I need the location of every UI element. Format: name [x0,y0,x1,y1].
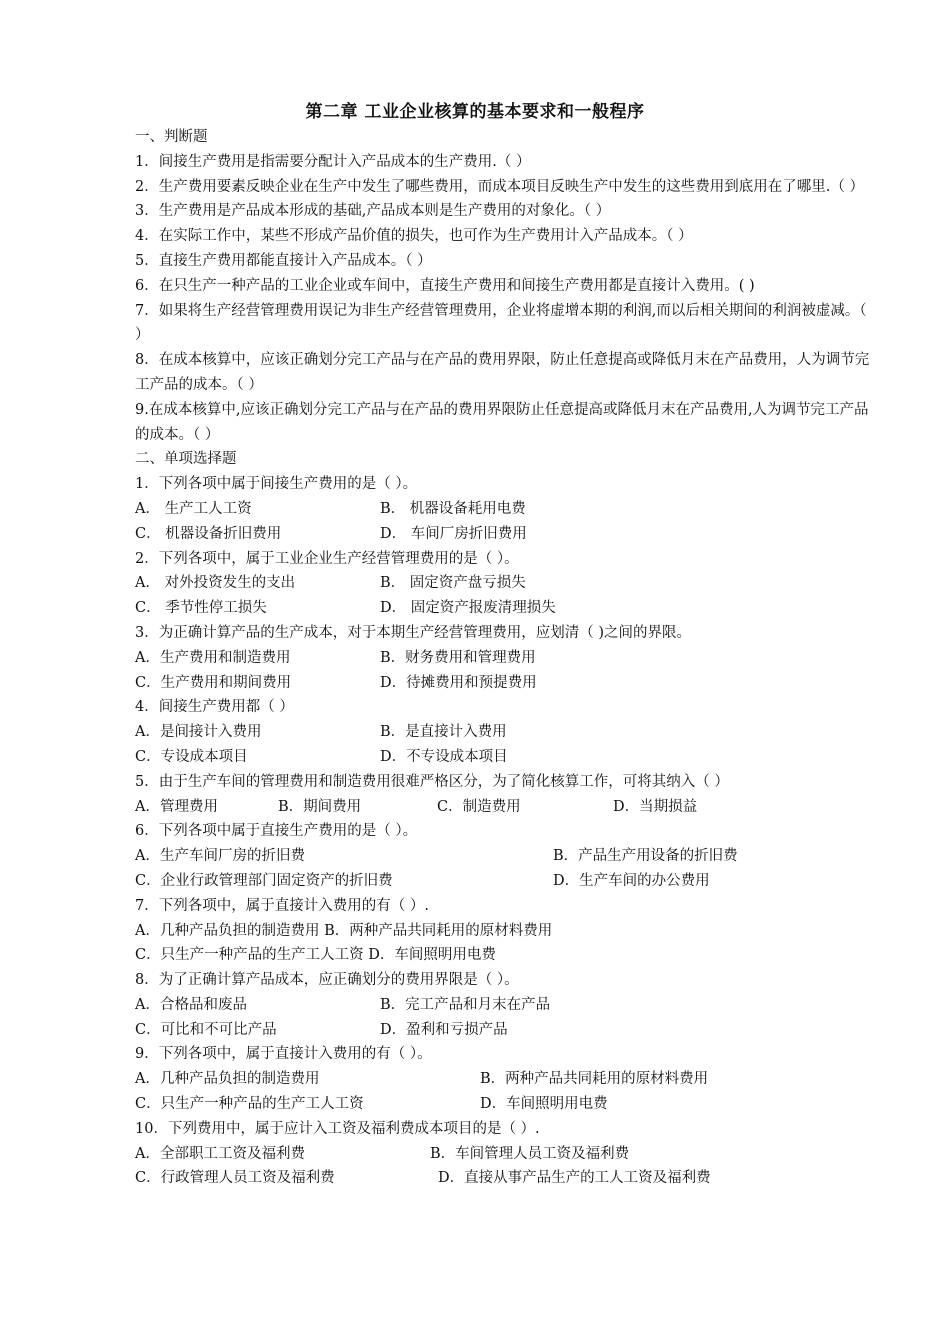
option-b: B．两种产品共同耗用的原材料费用 [480,1071,709,1088]
option-d: D．盈利和亏损产品 [380,1021,508,1038]
option-d: D． 车间厂房折旧费用 [380,525,527,542]
option-row [135,596,875,621]
judgment-item: 2．生产费用要素反映企业在生产中发生了哪些费用，而成本项目反映生产中发生的这些费用到底用在了哪里.（ ） [135,178,864,195]
question: 1．下列各项中属于间接生产费用的是（ ）。 [135,476,418,493]
option-d: D．不专设成本项目 [380,748,508,765]
option-a: A． 对外投资发生的支出 [135,575,296,592]
question: 6．下列各项中属于直接生产费用的是（ ）。 [135,823,418,840]
option-c: C．生产费用和期间费用 [135,674,292,691]
document-body [135,125,875,1191]
option-row [135,795,875,820]
option-b: B．期间费用 [278,798,362,815]
option-c: C．行政管理人员工资及福利费 [135,1170,335,1187]
option-b: B． 固定资产盘亏损失 [380,575,526,592]
question: 9．下列各项中，属于直接计入费用的有（ ）。 [135,1046,432,1063]
option-a: A．合格品和废品 [135,996,247,1013]
judgment-item: 5．直接生产费用都能直接计入产品成本。（ ） [135,252,432,269]
option-b: B．是直接计入费用 [380,724,507,741]
question: 2．下列各项中，属于工业企业生产经营管理费用的是（ ）。 [135,550,519,567]
question: 3．为正确计算产品的生产成本，对于本期生产经营管理费用，应划清（ )之间的界限。 [135,624,691,641]
judgment-item: 4．在实际工作中，某些不形成产品价值的损失，也可作为生产费用计入产品成本。（ ） [135,228,693,245]
option-b: B．完工产品和月末在产品 [380,996,551,1013]
option-row [135,522,875,547]
option-row [135,671,875,696]
option-d: D．车间照明用电费 [480,1096,608,1113]
judgment-item: 9.在成本核算中,应该正确划分完工产品与在产品的费用界限防止任意提高或降低月末在产品费用,人为调节完工产品的成本。（ ） [135,401,869,443]
option-d: D．直接从事产品生产的工人工资及福利费 [438,1170,711,1187]
option-row: C．只生产一种产品的生产工人工资 D．车间照明用电费 [135,947,496,964]
option-row [135,745,875,770]
option-a: A．是间接计入费用 [135,724,262,741]
option-row [135,1067,875,1092]
option-row: A．几种产品负担的制造费用 B．两种产品共同耗用的原材料费用 [135,922,553,939]
option-row [135,720,875,745]
option-b: B． 机器设备耗用电费 [380,500,526,517]
question: 7．下列各项中，属于直接计入费用的有（ ）. [135,897,429,914]
option-c: C． 机器设备折旧费用 [135,525,282,542]
option-a: A．几种产品负担的制造费用 [135,1071,320,1088]
option-b: B．财务费用和管理费用 [380,649,536,666]
option-a: A．全部职工工资及福利费 [135,1145,305,1162]
judgment-item: 1．间接生产费用是指需要分配计入产品成本的生产费用.（ ） [135,153,531,170]
option-row [135,844,875,869]
option-row [135,646,875,671]
option-row [135,1018,875,1043]
option-c: C．企业行政管理部门固定资产的折旧费 [135,872,393,889]
option-a: A．生产费用和制造费用 [135,649,291,666]
option-row [135,571,875,596]
option-a: A．管理费用 [135,798,218,815]
option-a: A． 生产工人工资 [135,500,252,517]
option-d: D．待摊费用和预提费用 [380,674,537,691]
section-heading: 一、判断题 [135,129,208,145]
judgment-item: 8．在成本核算中，应该正确划分完工产品与在产品的费用界限，防止任意提高或降低月末在产品费用，人为调节完工产品的成本。（ ） [135,352,870,393]
option-c: C．可比和不可比产品 [135,1021,277,1038]
option-row [135,1166,875,1191]
option-d: D．生产车间的办公费用 [553,872,710,889]
option-c: C．制造费用 [437,798,521,815]
option-row [135,869,875,894]
option-b: B．车间管理人员工资及福利费 [430,1145,630,1162]
option-c: C．专设成本项目 [135,748,248,765]
question: 8．为了正确计算产品成本，应正确划分的费用界限是（ ）。 [135,972,519,989]
chapter-title: 第二章 工业企业核算的基本要求和一般程序 [305,102,645,122]
question: 4．间接生产费用都（ ） [135,699,294,716]
option-d: D． 固定资产报废清理损失 [380,600,556,617]
judgment-item: 6．在只生产一种产品的工业企业或车间中，直接生产费用和间接生产费用都是直接计入费用。( ) [135,277,755,294]
question: 10．下列费用中，属于应计入工资及福利费成本项目的是（ ）. [135,1120,540,1137]
option-row [135,497,875,522]
option-row [135,993,875,1018]
option-c: C．只生产一种产品的生产工人工资 [135,1096,364,1113]
option-row [135,1092,875,1117]
option-b: B．产品生产用设备的折旧费 [553,848,738,865]
option-a: A．生产车间厂房的折旧费 [135,848,305,865]
option-c: C． 季节性停工损失 [135,600,267,617]
option-d: D．当期损益 [613,798,698,815]
judgment-item: 3．生产费用是产品成本形成的基础,产品成本则是生产费用的对象化。（ ） [135,203,611,220]
section-heading: 二、单项选择题 [135,451,237,468]
judgment-item: 7．如果将生产经营管理费用误记为非生产经营管理费用，企业将虚增本期的利润,而以后相关期间的利润被虚减。（ ） [135,302,867,344]
option-row [135,1142,875,1167]
question: 5．由于生产车间的管理费用和制造费用很难严格区分，为了简化核算工作，可将其纳入（ ） [135,773,729,790]
